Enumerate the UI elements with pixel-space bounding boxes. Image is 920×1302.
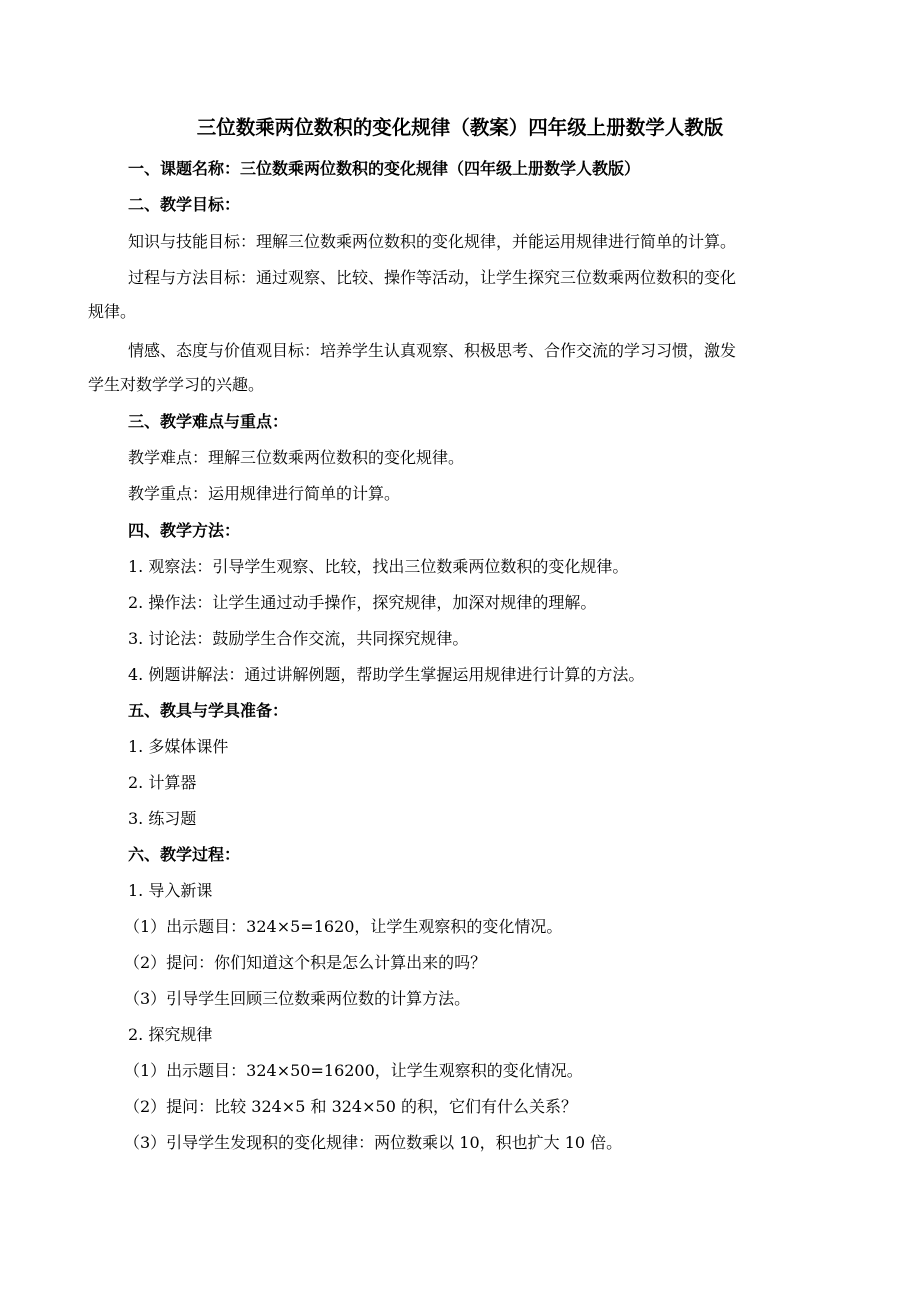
process-step-2: 2. 探究规律 [128,1025,213,1044]
method-item: 3. 讨论法：鼓励学生合作交流，共同探究规律。 [128,629,469,648]
process-step-1-item: （1）出示题目：324×5=1620，让学生观察积的变化情况。 [124,917,563,936]
process-step-1-item: （2）提问：你们知道这个积是怎么计算出来的吗？ [124,953,487,972]
method-item: 4. 例题讲解法：通过讲解例题，帮助学生掌握运用规律进行计算的方法。 [128,665,645,684]
material-item: 2. 计算器 [128,773,197,792]
section-6-heading: 六、教学过程： [128,845,241,864]
method-item: 1. 观察法：引导学生观察、比较，找出三位数乘两位数积的变化规律。 [128,557,629,576]
objective-process-line-2: 规律。 [88,302,137,321]
material-item: 1. 多媒体课件 [128,737,229,756]
method-item: 2. 操作法：让学生通过动手操作，探究规律，加深对规律的理解。 [128,593,597,612]
section-5-heading: 五、教具与学具准备： [128,701,289,720]
section-2-heading: 二、教学目标： [128,195,241,214]
section-4-heading: 四、教学方法： [128,521,241,540]
process-step-2-item: （1）出示题目：324×50=16200，让学生观察积的变化情况。 [124,1061,583,1080]
objective-knowledge: 知识与技能目标：理解三位数乘两位数积的变化规律，并能运用规律进行简单的计算。 [128,232,737,251]
objective-emotion-line-1: 情感、态度与价值观目标：培养学生认真观察、积极思考、合作交流的学习习惯，激发 [128,341,737,360]
process-step-1: 1. 导入新课 [128,881,213,900]
document-title: 三位数乘两位数积的变化规律（教案）四年级上册数学人教版 [196,116,724,139]
objective-process-line-1: 过程与方法目标：通过观察、比较、操作等活动，让学生探究三位数乘两位数积的变化 [128,268,737,287]
process-step-1-item: （3）引导学生回顾三位数乘两位数的计算方法。 [124,989,471,1008]
process-step-2-item: （3）引导学生发现积的变化规律：两位数乘以 10，积也扩大 10 倍。 [124,1133,623,1152]
section-1-heading: 一、课题名称：三位数乘两位数积的变化规律（四年级上册数学人教版） [128,159,641,178]
section-3-heading: 三、教学难点与重点： [128,412,289,431]
teaching-difficulty: 教学难点：理解三位数乘两位数积的变化规律。 [128,448,465,467]
teaching-focus: 教学重点：运用规律进行简单的计算。 [128,484,401,503]
material-item: 3. 练习题 [128,809,197,828]
process-step-2-item: （2）提问：比较 324×5 和 324×50 的积，它们有什么关系？ [124,1097,577,1116]
objective-emotion-line-2: 学生对数学学习的兴趣。 [88,375,265,394]
